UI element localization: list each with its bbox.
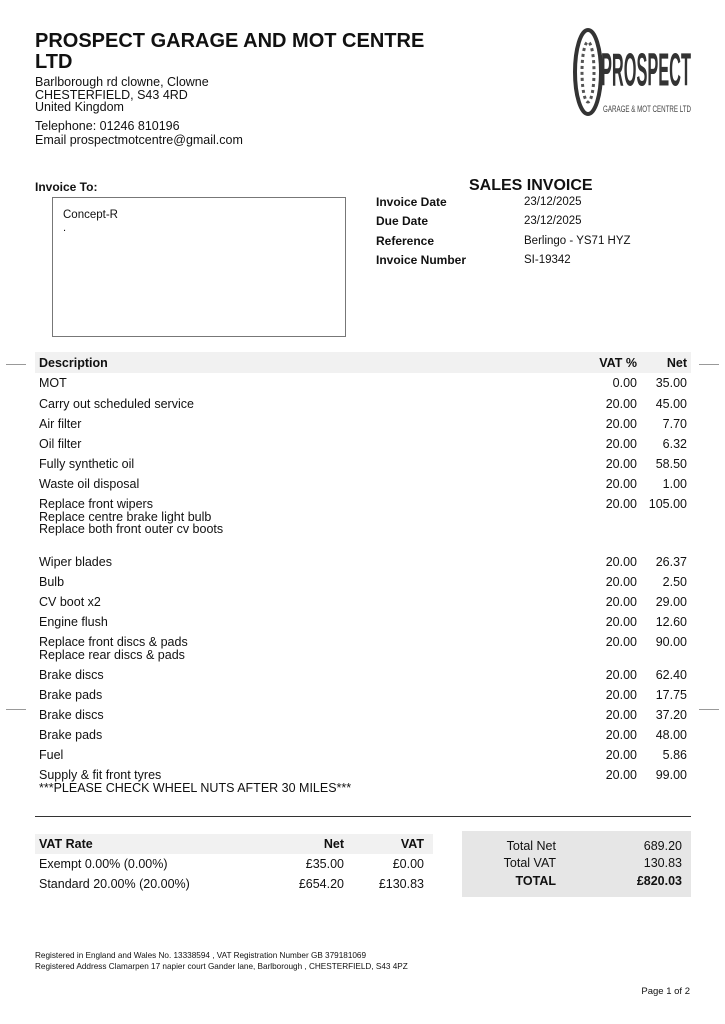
- item-description: Oil filter: [39, 437, 82, 451]
- vat-net-exempt: £35.00: [305, 857, 344, 871]
- invoice-number-value: SI-19342: [524, 254, 571, 266]
- item-net: 62.40: [655, 668, 687, 682]
- item-description: MOT: [39, 376, 67, 390]
- invoice-to-label: Invoice To:: [35, 180, 98, 194]
- fold-mark: [6, 364, 26, 365]
- item-vat: 0.00: [612, 376, 637, 390]
- item-description: Brake discs: [39, 708, 104, 722]
- item-net: 105.00: [648, 497, 687, 511]
- item-net: 99.00: [655, 768, 687, 782]
- registration-line: Registered in England and Wales No. 13338594 , VAT Registration Number GB 379181069: [35, 951, 367, 960]
- total-vat-value: 130.83: [643, 856, 682, 870]
- item-net: 1.00: [662, 477, 687, 491]
- tyre-icon: [575, 30, 601, 114]
- invoice-number-label: Invoice Number: [376, 253, 467, 267]
- fold-mark: [6, 709, 26, 710]
- registration-footer: [35, 950, 408, 972]
- item-description: Replace front discs & pads Replace rear discs & pads: [39, 635, 188, 662]
- customer-address: .: [63, 222, 67, 234]
- company-name: PROSPECT GARAGE AND MOT CENTRE LTD: [35, 30, 425, 73]
- item-vat: 20.00: [605, 748, 637, 762]
- item-net: 26.37: [655, 555, 687, 569]
- item-vat: 20.00: [605, 477, 637, 491]
- item-net: 45.00: [655, 397, 687, 411]
- vat-rate-standard: Standard 20.00% (20.00%): [39, 877, 190, 891]
- item-vat: 20.00: [605, 688, 637, 702]
- due-date-label: Due Date: [376, 214, 429, 228]
- total-net-label: Total Net: [506, 839, 556, 853]
- item-net: 7.70: [662, 417, 687, 431]
- item-vat: 20.00: [605, 668, 637, 682]
- items-divider: [35, 816, 691, 817]
- item-vat: 20.00: [605, 457, 637, 471]
- vat-rate-exempt: Exempt 0.00% (0.00%): [39, 857, 168, 871]
- item-description: Fuel: [39, 748, 64, 762]
- vat-amount-exempt: £0.00: [392, 857, 424, 871]
- item-vat: 20.00: [605, 768, 637, 782]
- registered-address-line: Registered Address Clamarpen 17 napier court Gander lane, Barlborough , CHESTERFIELD, S43 4PZ: [35, 962, 408, 971]
- page-number: Page 1 of 2: [641, 986, 690, 997]
- net-header: Net: [666, 356, 687, 370]
- item-net: 35.00: [655, 376, 687, 390]
- logo-tagline: GARAGE & MOT CENTRE LTD: [603, 104, 692, 114]
- item-description: Brake pads: [39, 688, 103, 702]
- item-vat: 20.00: [605, 555, 637, 569]
- address-line-2: CHESTERFIELD, S43 4RD: [35, 87, 188, 102]
- item-vat: 20.00: [605, 708, 637, 722]
- item-vat: 20.00: [605, 615, 637, 629]
- item-vat: 20.00: [605, 497, 637, 511]
- fold-mark: [699, 709, 719, 710]
- item-description: Carry out scheduled service: [39, 397, 194, 411]
- vat-net-standard: £654.20: [298, 877, 344, 891]
- grand-total-label: TOTAL: [515, 874, 556, 888]
- item-vat: 20.00: [605, 575, 637, 589]
- fold-mark: [699, 364, 719, 365]
- description-header: Description: [39, 356, 108, 370]
- address-line-1: Barlborough rd clowne, Clowne: [35, 75, 209, 89]
- vat-amount-standard: £130.83: [378, 877, 424, 891]
- item-vat: 20.00: [605, 397, 637, 411]
- vat-amount-header: VAT: [400, 837, 424, 851]
- item-vat: 20.00: [605, 437, 637, 451]
- item-net: 12.60: [655, 615, 687, 629]
- item-description: Waste oil disposal: [39, 477, 140, 491]
- item-net: 2.50: [662, 575, 687, 589]
- total-net-value: 689.20: [643, 839, 682, 853]
- item-vat: 20.00: [605, 417, 637, 431]
- vat-header: VAT %: [599, 356, 637, 370]
- item-net: 58.50: [655, 457, 687, 471]
- logo-word: PROSPECT: [601, 44, 691, 97]
- grand-total-value: £820.03: [636, 874, 682, 888]
- invoice-title: SALES INVOICE: [469, 177, 593, 194]
- item-description: Replace front wipers Replace centre brake light bulb Replace both front outer cv boots: [39, 497, 224, 536]
- item-net: 48.00: [655, 728, 687, 742]
- item-description: Air filter: [39, 417, 82, 431]
- item-net: 6.32: [662, 437, 687, 451]
- item-net: 17.75: [655, 688, 687, 702]
- reference-label: Reference: [376, 234, 435, 248]
- item-net: 90.00: [655, 635, 687, 649]
- vat-rate-header: VAT Rate: [39, 837, 93, 851]
- company-email: Email prospectmotcentre@gmail.com: [35, 133, 243, 147]
- item-description: Engine flush: [39, 615, 108, 629]
- reference-value: Berlingo - YS71 HYZ: [524, 235, 631, 247]
- item-net: 29.00: [655, 595, 687, 609]
- item-vat: 20.00: [605, 595, 637, 609]
- prospect-logo: [574, 28, 694, 116]
- item-description: Fully synthetic oil: [39, 457, 135, 471]
- customer-name: Concept-R: [63, 209, 118, 221]
- item-description: Bulb: [39, 575, 65, 589]
- address-line-3: United Kingdom: [35, 100, 124, 114]
- company-address: [35, 76, 209, 114]
- item-description: Wiper blades: [39, 555, 112, 569]
- item-description: Supply & fit front tyres ***PLEASE CHECK WHEEL NUTS AFTER 30 MILES***: [39, 768, 352, 795]
- item-description: CV boot x2: [39, 595, 101, 609]
- item-description: Brake pads: [39, 728, 103, 742]
- total-vat-label: Total VAT: [503, 856, 556, 870]
- invoice-to-box: [52, 197, 346, 337]
- invoice-date-label: Invoice Date: [376, 195, 447, 209]
- item-description: Brake discs: [39, 668, 104, 682]
- item-net: 5.86: [662, 748, 687, 762]
- vat-net-header: Net: [323, 837, 344, 851]
- item-vat: 20.00: [605, 635, 637, 649]
- company-telephone: Telephone: 01246 810196: [35, 119, 180, 133]
- item-vat: 20.00: [605, 728, 637, 742]
- invoice-date-value: 23/12/2025: [524, 196, 582, 208]
- item-net: 37.20: [655, 708, 687, 722]
- company-contact: [35, 119, 243, 147]
- due-date-value: 23/12/2025: [524, 215, 582, 227]
